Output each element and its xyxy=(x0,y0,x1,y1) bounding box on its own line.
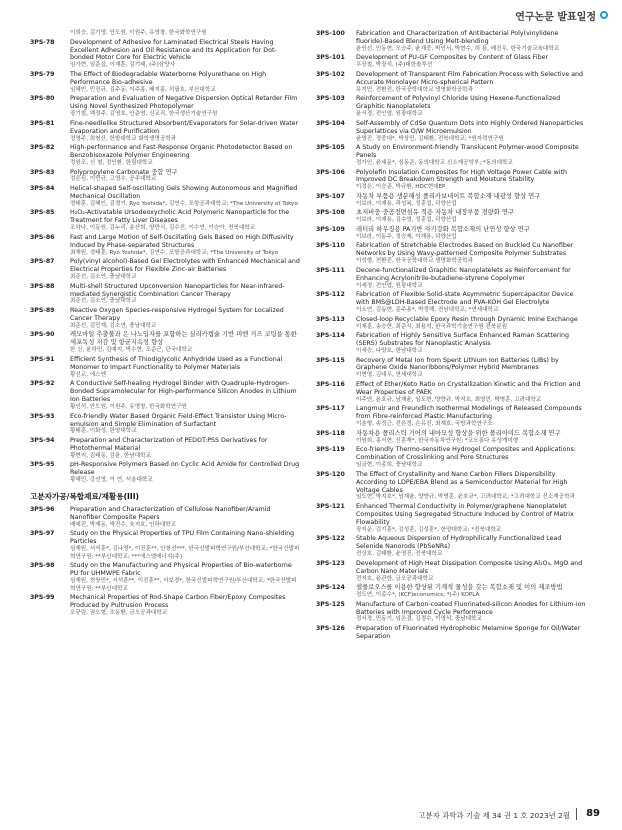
entry-title: Development of High Heat Dissipation Composite Using Al₂O₃, MgO and Carbon Nano Materials xyxy=(356,559,583,575)
abstract-entry xyxy=(316,601,586,624)
entry-code: 3PS-105 xyxy=(316,144,345,152)
abstract-entry xyxy=(30,258,300,281)
abstract-entry xyxy=(316,405,586,428)
entry-title: Polyolefin Insulation Composites for High Voltage Power Cable with Improved DC Breakdown Strength and Moisture Stability xyxy=(356,168,568,184)
entry-authors: 이세승, 나양호, 한남대학교 xyxy=(356,347,423,354)
entry-body xyxy=(356,193,586,209)
abstract-entry xyxy=(316,30,586,53)
abstract-entry xyxy=(316,430,586,446)
entry-code: 3PS-98 xyxy=(30,562,55,570)
entry-body xyxy=(356,446,586,469)
entry-body xyxy=(356,584,586,600)
entry-title: Helical-shaped Self-oscillating Gels Showing Autonomous and Magnified Mechanical Oscillation xyxy=(70,185,298,200)
entry-title: Self-Assembly of CdSe Quantum Dots into Highly Ordered Nanoparticles Superlattices via O/W Microemulsion xyxy=(356,119,584,135)
entry-title: Efficient Synthesis of Thiodiglycolic Anhydride Used as a Functional Monomer to Impart Functionality to Polymer Materials xyxy=(70,355,283,371)
entry-body xyxy=(70,283,300,306)
abstract-entry xyxy=(30,95,300,118)
entry-title: Multi-shell Structured Upconversion Nanoparticles for Near-infrared-mediated Synergistic Combination Cancer Therapy xyxy=(70,282,285,298)
entry-authors: 장기철, 백정주, 김영호, 안준영, 신교직, 한국생산기술연구원 xyxy=(70,111,218,118)
entry-authors: 최준선, 김소연, 충남대학교 xyxy=(70,298,137,305)
entry-body xyxy=(356,503,586,534)
entry-authors: 이정은, 이승준, 박규환, HDC현대EP xyxy=(356,184,446,191)
abstract-entry xyxy=(30,437,300,460)
entry-body xyxy=(70,169,300,185)
entry-authors: 이희승, 김기영, 안도원, 이원주, 유영창, 한국화학연구원 xyxy=(70,30,207,36)
abstract-entry xyxy=(316,471,586,502)
entry-body xyxy=(70,562,300,593)
entry-body xyxy=(356,430,586,446)
circle-icon xyxy=(600,11,608,19)
abstract-entry xyxy=(316,381,586,404)
entry-title: Fabrication of Stretchable Electrodes Based on Buckled Cu Nanofiber Networks by Using Wavy-patterned Composite Polymer Substrates xyxy=(356,242,574,258)
entry-authors: 한 신, 윤하민, 김예지, 박수현, 오준근, 단국대학교 xyxy=(70,347,193,354)
entry-authors: 황현지, 김태동, 김윤, 한남대학교 xyxy=(70,452,151,459)
abstract-entry xyxy=(316,357,586,380)
entry-body xyxy=(70,380,300,411)
entry-body xyxy=(356,242,586,265)
entry-body xyxy=(356,71,586,94)
abstract-entry xyxy=(316,625,586,641)
abstract-entry xyxy=(316,120,586,143)
entry-code: 3PS-95 xyxy=(30,461,55,469)
entry-body xyxy=(356,316,586,332)
abstract-entry xyxy=(30,307,300,330)
entry-body xyxy=(356,54,586,70)
entry-authors: 정가인, 윤세문*, 심동준, 동의대학교 신소재공학부; *동의대학교 xyxy=(356,159,513,166)
entry-title: Preparation and Characterization of Cellulose Nanofiber/Aramid Nanofiber Composite Papers xyxy=(70,505,271,521)
entry-authors: 이춘형, 송정근, 전은경, 손유진, 최재호, 국방과학연구소 xyxy=(356,421,493,428)
entry-code: 3PS-89 xyxy=(30,307,55,315)
entry-title: Development of Adhesive for Laminated Electrical Steels Having Excellent Adhesion and Oil Resistance and Its Application for Dot-bonded Motor Core for Electric Vehicle xyxy=(70,38,277,62)
entry-code: 3PS-121 xyxy=(316,503,345,510)
abstract-entry xyxy=(316,193,586,209)
entry-code: 3PS-80 xyxy=(30,95,55,103)
abstract-entry xyxy=(30,331,300,354)
entry-title: Fabrication of Flexible Solid-state Asymmetric Supercapacitor Device with BMS@LDH-Based Electrode and PVA-KOH Gel Electrolyte xyxy=(356,291,574,307)
entry-authors: 전상호, 김태환, 윤영진, 전북대학교 xyxy=(356,551,443,558)
entry-body xyxy=(356,357,586,380)
entry-title: The Effect of Biodegradable Waterborne Polyurethane on High Performance Bio-adhesive xyxy=(70,70,267,86)
entry-title: Polypropylene Carbonate 중합 연구 xyxy=(70,168,178,176)
entry-title: Poly(vinyl alcohol)-Based Gel Electrolytes with Enhanced Mechanical and Electrical Properties for Flexible Zinc-air Batteries xyxy=(70,258,300,274)
entry-authors: 장지운, 김기훈*, 김성훈, 김성훈*, 한양대학교; *전북대학교 xyxy=(356,526,502,533)
abstract-entry xyxy=(30,380,300,411)
entry-code: 3PS-125 xyxy=(316,600,345,608)
page-footer xyxy=(0,806,622,824)
entry-code: 3PS-84 xyxy=(30,185,55,193)
entry-code: 3PS-116 xyxy=(316,380,345,388)
entry-code: 3PS-90 xyxy=(30,331,55,339)
entry-title: Reinforcement of Polyvinyl Chloride Using Hexene-functionalized Graphitic Nanoplatelets xyxy=(356,95,561,111)
abstract-entry xyxy=(316,95,586,118)
footer-journal: 고분자 과학과 기술 제 34 권 1 호 2023년 2월 xyxy=(418,811,570,820)
entry-authors: 정원조, 신 철, 정인환, 한림대학교 xyxy=(70,159,153,166)
entry-title: 레티리 하우징용 PA기반 자기강화 복합소재의 난연성 향상 연구 xyxy=(356,225,530,233)
abstract-entry xyxy=(316,584,586,600)
entry-code: 3PS-81 xyxy=(30,119,55,127)
entry-code: 3PS-88 xyxy=(30,282,55,290)
abstract-entry xyxy=(30,234,300,257)
entry-authors: 윤영진, 정중대*, 박상민, 김태환, 전북대학교; *원자력연구원 xyxy=(356,135,504,142)
entry-body xyxy=(70,461,300,484)
entry-body xyxy=(356,471,586,502)
entry-code: 3PS-86 xyxy=(30,233,55,241)
abstract-entry xyxy=(316,267,586,290)
entry-authors: 정은심, 이민규, 고영수, 공주대학교 xyxy=(70,176,157,183)
entry-authors: 조하나, 이동원, 김누리, 송산희, 양만식, 김수진, 이수연, 이승아, 전북대학교 xyxy=(70,225,256,232)
abstract-entry xyxy=(30,530,300,561)
entry-body xyxy=(356,95,586,118)
abstract-entry xyxy=(316,169,586,192)
entry-body xyxy=(356,535,586,558)
entry-body xyxy=(356,30,586,53)
abstract-entry xyxy=(30,413,300,436)
abstract-entry xyxy=(316,71,586,94)
abstract-entry xyxy=(30,120,300,143)
entry-code: 3PS-78 xyxy=(30,38,55,46)
abstract-entry xyxy=(30,461,300,484)
entry-code: 3PS-101 xyxy=(316,54,345,62)
entry-authors: 유지민, 전환진, 한국공학대학교 생명화학공학과 xyxy=(356,86,473,93)
entry-title: A Study on Environment-friendly Translucent Polymer-wood Composite Panels xyxy=(356,144,579,160)
entry-body xyxy=(356,120,586,143)
right-entries xyxy=(316,30,586,641)
abstract-entry xyxy=(316,242,586,265)
entry-body xyxy=(70,185,300,208)
entry-title: H₂O₂-Activatable Ursodeoxycholic Acid Polymeric Nanoparticle for the Treatment for Fatty Liver Diseases xyxy=(70,209,290,225)
entry-code: 3PS-110 xyxy=(316,242,345,250)
entry-title: Preparation of Fluorinated Hydrophobic Melamine Sponge for Oil/Water Separation xyxy=(356,625,581,640)
abstract-entry xyxy=(316,209,586,225)
abstract-entry xyxy=(316,503,586,534)
entry-code: 3PS-93 xyxy=(30,412,55,420)
page-number: 89 xyxy=(586,808,600,819)
entry-body xyxy=(70,95,300,118)
abstract-entry xyxy=(30,169,300,185)
entry-body xyxy=(356,144,586,167)
entry-code: 3PS-113 xyxy=(316,315,345,323)
entry-code: 3PS-123 xyxy=(316,559,345,567)
abstract-entry xyxy=(30,39,300,70)
entry-authors: 정태훈, 김혜인, 김경기, Ryo Yoshida*, 김연수, 포항공과대학교; *The University of Tokyo xyxy=(70,200,298,207)
entry-title: Mechanical Properties of Rod-Shape Carbon Fiber/Epoxy Composites Produced by Pultrusion Process xyxy=(70,594,286,610)
entry-authors: 최재원, 정태훈, Ryo Yoshida*, 김연수, 포항공과대학교; *The University of Tokyo xyxy=(70,249,279,256)
entry-title: Enhanced Thermal Conductivity in Polymer/graphene Nanoplatelet Composites Using Segregated Structure Induced by Control of Matrix Flowability xyxy=(356,503,574,526)
entry-authors: 이세정, 전인엽, 원광대학교 xyxy=(356,282,423,289)
page-header xyxy=(515,4,608,26)
entry-title: Fine-needlelike Structured Absorbent/Evaporators for Solar-driven Water Evaporation and Purification xyxy=(70,119,299,135)
entry-body xyxy=(70,234,300,257)
abstract-entry xyxy=(316,332,586,355)
entry-authors: 정도연, 이종수*, (KCF)economics; *(주) KOPLA xyxy=(356,592,480,599)
entry-title: Closed-loop Recyclable Epoxy Resin through Dynamic Imine Exchange xyxy=(356,315,578,323)
entry-body xyxy=(70,356,300,379)
entry-body xyxy=(356,405,586,428)
entry-code xyxy=(30,30,70,38)
entry-authors: 윤서경, 전인엽, 원광대학교 xyxy=(356,111,423,118)
entry-body xyxy=(70,30,300,38)
entry-title: Preparation and Characterization of PEDOT:PSS Derivatives for Photothermal Material xyxy=(70,437,268,452)
entry-title: pH-Responsive Polymers Based on Cyclic Acid Amide for Controlled Drug Release xyxy=(70,461,300,477)
entry-authors: 정서경, 민동기, 임은결, 김경수, 이영석, 충남대학교 xyxy=(356,616,482,623)
entry-body xyxy=(356,560,586,583)
entry-title: The Effect of Crystallinity and Nano Carbon Fillers Dispersibility According to LDPE/EBA Blend as a Semiconductor Material for High Voltage Cables xyxy=(356,470,568,494)
entry-title: 자동차 부품용 생분해성 폴리카보네이트 복합소재 내광성 향상 연구 xyxy=(356,192,541,200)
entry-code: 3PS-102 xyxy=(316,70,345,78)
entry-title: Preparation and Evaluation of Negative Dispersion Optical Retarder Film Using Novel Synthesized Photopolymer xyxy=(70,95,298,111)
entry-body xyxy=(356,381,586,404)
left-entries xyxy=(30,30,300,485)
entry-authors: 황혜민, 강선영, 이 연, 서울대학교 xyxy=(70,477,153,484)
entry-code: 3PS-99 xyxy=(30,594,55,602)
entry-code: 3PS-124 xyxy=(316,584,345,592)
abstract-entry xyxy=(30,30,300,38)
entry-code: 3PS-109 xyxy=(316,225,345,233)
entry-authors: 이재훈, 송승현, 최준식, 최용석, 한국과학기술연구원 전북분원 xyxy=(356,323,508,330)
entry-code: 3PS-87 xyxy=(30,258,55,266)
abstract-entry xyxy=(30,144,300,167)
entry-authors: 이원희, 홍서현, 신훈재*, 한국자동차연구원; *코오롱다 유성개미형 xyxy=(356,437,519,444)
abstract-entry xyxy=(30,185,300,208)
left-column xyxy=(30,30,300,619)
entry-title: High-performance and Fast-Response Organic Photodetector Based on Benzobisoxazole Polymer Engineering xyxy=(70,144,293,160)
entry-title: Manufacture of Carbon-coated Fluorinated-silicon Anodes for Lithium-ion Batteries with Improved Cycle Performance xyxy=(356,600,586,616)
entry-body xyxy=(70,506,300,529)
entry-body xyxy=(70,71,300,94)
entry-code: 3PS-85 xyxy=(30,209,55,217)
entry-authors: 이소연, 김동현, 문주용*, 박정해, 전남대학교; *연세대학교 xyxy=(356,307,499,314)
entry-title: Recovery of Metal Ion from Spent Lithium Ion Batteries (LIBs) by Graphene Oxide Nanoribbons/Polymer Hybrid Membranes xyxy=(356,356,559,372)
entry-body xyxy=(356,267,586,290)
entry-title: 셀룰로오스를 이용한 향상된 기계적 물성을 갖는 복합소재 및 이의 제조방법 xyxy=(356,584,563,592)
entry-body xyxy=(356,601,586,624)
entry-body xyxy=(356,291,586,314)
entry-authors: 오규림, 권오형, 조동환, 금오공과대학교 xyxy=(70,610,168,617)
entry-authors: 심재원, 서석훈*, 김나영*, 이진훈**, 안창선***, 한국신발피혁연구원/부산대학교; *한국신발피혁연구원; **부산대학교; ***에스엘에너지(주) xyxy=(70,546,300,560)
header-title: 연구논문 발표일정 xyxy=(515,11,596,23)
entry-body xyxy=(70,120,300,143)
entry-body xyxy=(70,307,300,330)
entry-authors: 임가현, 임준섭, 이재훈, 김기태, (주)삼양사 xyxy=(70,62,176,69)
entry-code: 3PS-112 xyxy=(316,291,345,299)
entry-code: 3PS-106 xyxy=(316,168,345,176)
entry-title: A Conductive Self-healing Hydrogel Binder with Quadruple-Hydrogen-Bonded Supramolecular for High-performance Silicon Anodes in Lithium Ion Batteries xyxy=(70,380,297,404)
entry-authors: 배예진, 박재동, 박진수, 육지호, 인하대학교 xyxy=(70,521,177,528)
entry-authors: 임금현, 이종희, 충남대학교 xyxy=(356,462,423,469)
entry-code: 3PS-91 xyxy=(30,355,55,363)
entry-code: 3PS-114 xyxy=(316,332,345,340)
entry-code: 3PS-82 xyxy=(30,144,55,152)
entry-authors: 전지호, 윤관한, 금오공과대학교 xyxy=(356,575,434,582)
entry-code: 3PS-115 xyxy=(316,356,345,364)
entry-authors: 정영주, 최형산, 한밭대학교 화학생명공학과 xyxy=(70,135,177,142)
abstract-entry xyxy=(30,356,300,379)
entry-authors: 황인석, 안도원, 이원주, 유영창, 한국화학연구원 xyxy=(70,404,187,410)
abstract-entry xyxy=(316,54,586,70)
section-header: 고분자가공/복합재료/재활용(III) xyxy=(30,491,139,501)
entry-code: 3PS-83 xyxy=(30,168,55,176)
entry-code: 3PS-97 xyxy=(30,530,55,538)
abstract-entry xyxy=(316,316,586,332)
entry-title: Stable Aqueous Dispersion of Hydrophilically Functionalized Lead Selenide Nanorods (PbSeNRs) xyxy=(356,535,562,551)
entry-title: Fabrication and Characterization of Antibacterial Poly(vinylidene fluoride)-Based Blend Using Melt-blending xyxy=(356,30,559,45)
abstract-entry xyxy=(30,283,300,306)
entry-title: 초저비중 중공정면섬유 적용 자동차 내장부품 경량화 연구 xyxy=(356,209,514,217)
entry-authors: 이보라, 이동주, 정승제, 이재용, 덕양산업 xyxy=(356,233,457,240)
abstract-entry xyxy=(30,562,300,593)
entry-title: Langmuir and Freundlich Isothermal Modelings of Released Compounds from Fibre-reinforced Plastic Manufacturing xyxy=(356,405,582,421)
entry-body xyxy=(70,258,300,281)
entry-body xyxy=(70,594,300,617)
entry-title: Study on the Manufacturing and Physical Properties of Bio-waterborne PU for UHMWPE Fabric xyxy=(70,562,292,578)
entry-title: Fabrication of Highly Sensitive Surface Enhanced Raman Scattering (SERS) Substrates for Nanoplastic Analysis xyxy=(356,332,570,348)
entry-title: Development of PU-GF Composites by Content of Glass Fiber xyxy=(356,54,549,62)
entry-body xyxy=(70,530,300,561)
left-section-entries xyxy=(30,506,300,618)
entry-code: 3PS-117 xyxy=(316,405,345,413)
entry-body xyxy=(356,209,586,225)
entry-code: 3PS-126 xyxy=(316,625,345,633)
entry-code: 3PS-122 xyxy=(316,535,345,543)
entry-title: Effect of Ether/Keto Ratio on Crystallization Kinetic and the Friction and Wear Properties of PAEK xyxy=(356,380,581,396)
entry-code: 3PS-92 xyxy=(30,380,55,388)
entry-code: 3PS-94 xyxy=(30,437,55,444)
abstract-entry xyxy=(316,535,586,558)
entry-body xyxy=(70,144,300,167)
entry-title: 캐모마일 추출물과 은 나노입자를 포함하는 실리카캡슐 기반 미엔 거즈 코팅을 통한 세포독성 저감 및 항균지속성 향상 xyxy=(70,331,297,347)
abstract-entry xyxy=(30,594,300,617)
entry-title: Eco-friendly Thermo-sensitive Hydrogel Composites and Applications: Combination of Crosslinking and Pore Structures xyxy=(356,446,576,462)
entry-title: Reactive Oxygen Species-responsive Hydrogel System for Localized Cancer Therapy xyxy=(70,307,284,322)
entry-authors: 최준선, 김소연, 충남대학교 xyxy=(70,274,137,281)
entry-authors: 윤인선, 민동현, 오승주, 윤재중, 박인서, 박현수, 허 용, 배진우, 한국기술교육대학교 xyxy=(356,45,560,52)
entry-authors: 임혜빈, 민진규, 김주동, 이주홍, 배지홍, 허필호, 부산대학교 xyxy=(70,86,216,93)
entry-authors: 임도현, 박지호*, 남재윤, 양향규, 박병훈, 윤호규*, 고려대학교; *고려대학교 신소재공학과 xyxy=(356,494,575,501)
entry-title: Development of Transparent Film Fabrication Process with Selective and Accurate Monolayer Micro-spherical Pattern xyxy=(356,70,584,86)
entry-code: 3PS-120 xyxy=(316,470,345,478)
entry-authors: 우장철, 박장석, (주)대한솔루션 xyxy=(356,62,433,69)
entry-code: 3PS-96 xyxy=(30,505,55,513)
entry-authors: 이보라, 이재용, 김수영, 정훈섭, 덕양산업 xyxy=(356,217,457,224)
entry-body xyxy=(70,331,300,354)
entry-code: 3PS-103 xyxy=(316,95,345,103)
entry-title: Study on the Physical Properties of TPU Film Containing Nano-shielding Particles xyxy=(70,530,295,546)
entry-code: 3PS-111 xyxy=(316,266,345,274)
entry-body xyxy=(70,413,300,436)
abstract-entry xyxy=(316,226,586,242)
entry-authors: 황태훈, 이화성, 한양대학교 xyxy=(70,428,137,435)
entry-code: 3PS-118 xyxy=(316,429,345,437)
entry-authors: 심재원, 천창민*, 서석훈**, 이진훈**, 서보경*, 한국신발피혁연구원/부산대학교; *한국신발피혁연구원; **부산대학교 xyxy=(70,578,297,592)
entry-body xyxy=(356,169,586,192)
entry-title: Fast and Large Motion of Self-Oscillating Gels Based on High Diffusivity Induced by Phase-separated Structures xyxy=(70,233,294,249)
abstract-entry xyxy=(316,560,586,583)
abstract-entry xyxy=(30,506,300,529)
entry-code: 3PS-79 xyxy=(30,70,55,78)
entry-body xyxy=(356,226,586,242)
right-column xyxy=(316,30,586,642)
abstract-entry xyxy=(30,209,300,232)
abstract-entry xyxy=(316,144,586,167)
entry-code: 3PS-108 xyxy=(316,209,345,217)
entry-title: 자동차용 폴리스틱 기어의 내마모성 향상을 위한 폴리아미드 복합소재 연구 xyxy=(356,429,561,437)
entry-authors: 이주연, 윤호규, 남재윤, 임도현, 양향규, 박지호, 최영민, 박병훈, 고려대학교 xyxy=(356,396,542,403)
entry-code: 3PS-100 xyxy=(316,30,345,37)
abstract-entry xyxy=(30,71,300,94)
entry-body xyxy=(356,625,586,641)
entry-code: 3PS-104 xyxy=(316,119,345,127)
entry-body xyxy=(70,39,300,70)
entry-title: Decene-functionalized Graphitic Nanoplatelets as Reinforcement for Enhancing Acrylonitrile-butadiene-styrene Copolymer xyxy=(356,266,571,282)
entry-authors: 이보라, 이재용, 곽성복, 정훈섭, 덕양산업 xyxy=(356,200,457,207)
entry-body xyxy=(70,209,300,232)
footer-divider xyxy=(576,808,577,820)
entry-body xyxy=(70,437,300,460)
entry-code: 3PS-107 xyxy=(316,192,345,200)
entry-authors: 이성형, 전환진, 한국공학대학교 생명화학공학과 xyxy=(356,258,473,265)
entry-code: 3PS-119 xyxy=(316,446,345,454)
entry-authors: 황선교, 에스엔 xyxy=(70,371,106,378)
abstract-entry xyxy=(316,446,586,469)
abstract-entry xyxy=(316,291,586,314)
entry-authors: 최준선, 김민재, 김소연, 충남대학교 xyxy=(70,322,157,329)
entry-title: Eco-friendly Water Based Organic Field-Effect Transistor Using Micro-emulsion and Simple Elimination of Surfactant xyxy=(70,412,287,428)
entry-body xyxy=(356,332,586,355)
entry-authors: 이현영, 김대우, 연세대학교 xyxy=(356,372,423,379)
